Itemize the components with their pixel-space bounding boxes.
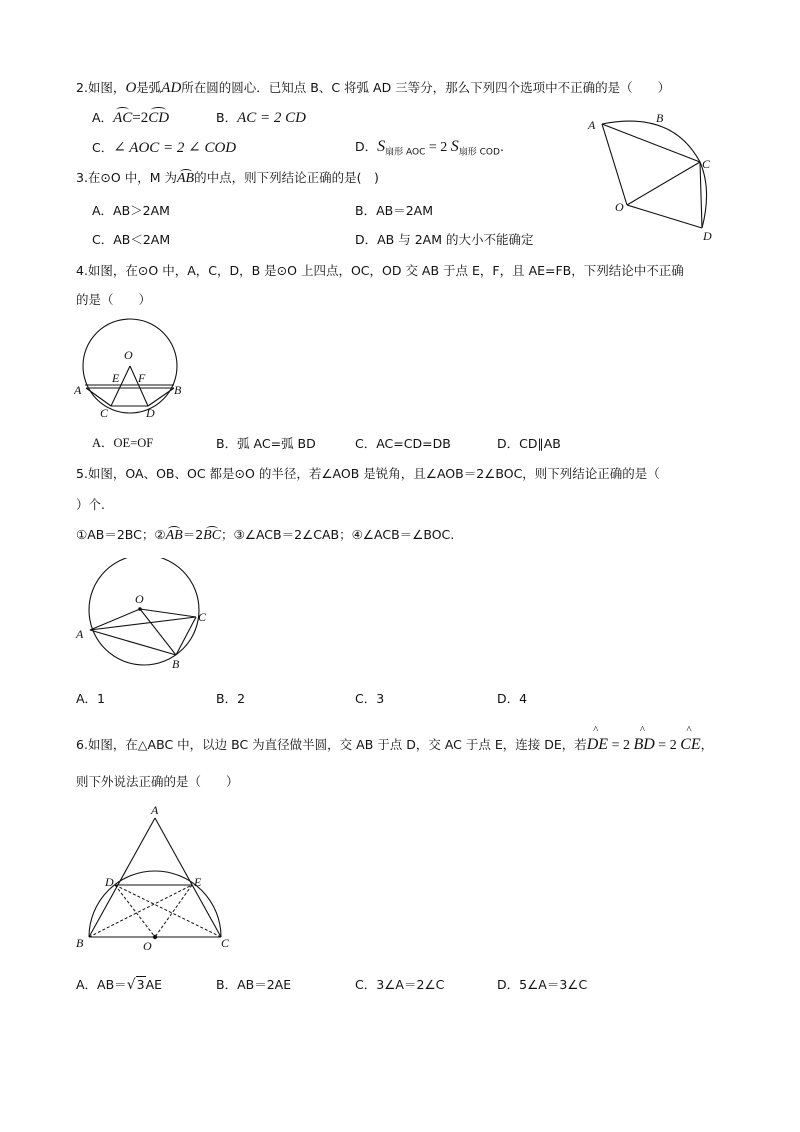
q2-label-b: B bbox=[656, 111, 664, 125]
q5-stem-line1: 5.如图，OA、OB、OC 都是⊙O 的半径，若∠AOB 是锐角，且∠AOB＝2∠BOC，则下列结论正确的是（ bbox=[76, 466, 660, 481]
q6-center-dot bbox=[153, 935, 157, 939]
q6-a-sqrt: 3 bbox=[136, 977, 145, 992]
q2-a-arc-ac: AC bbox=[113, 110, 133, 126]
q3-text-after: 的中点，则下列结论正确的是( ) bbox=[194, 170, 379, 185]
q2-label-a: A bbox=[588, 118, 596, 132]
q2-label-c: C bbox=[702, 157, 711, 171]
q2-arc-ad: AD bbox=[161, 80, 182, 96]
q5-s1: ①AB＝2BC；② bbox=[76, 527, 166, 542]
q6-line1-text: 6.如图，在△ABC 中，以边 BC 为直径做半圆，交 AB 于点 D，交 AC 于点 E，连接 DE，若 bbox=[76, 737, 587, 752]
q5-statements bbox=[76, 527, 454, 545]
q3-option-d: D．AB 与 2AM 的大小不能确定 bbox=[355, 232, 534, 247]
q2-b-label: B． bbox=[216, 110, 238, 125]
q4-figure bbox=[74, 318, 186, 428]
q5-option-a: A．1 bbox=[76, 691, 106, 706]
q6-label-e: E bbox=[194, 875, 202, 889]
q2-d-s2: S bbox=[450, 138, 459, 155]
q6-option-a: A．AB＝√3AE bbox=[76, 977, 163, 993]
q6-arc-bd: ^ BD bbox=[633, 735, 654, 754]
q5-center-dot bbox=[138, 607, 142, 611]
q3-arc-ab: AB bbox=[176, 171, 195, 186]
q4-label-f: F bbox=[138, 371, 146, 385]
q4-stem-line2: 的是（ ） bbox=[76, 292, 152, 307]
q6-option-d: D．5∠A＝3∠C bbox=[497, 977, 588, 992]
q2-line-oc bbox=[627, 162, 700, 205]
q2-d-eq: = 2 bbox=[425, 140, 451, 155]
q2-line-ac bbox=[602, 124, 700, 162]
q5-label-a: A bbox=[76, 627, 84, 641]
q6-a-pre: A．AB＝ bbox=[76, 977, 127, 992]
q6-dash-dc bbox=[115, 885, 221, 937]
q2-mid: 是弧 bbox=[136, 80, 162, 95]
q2-a-eq: =2 bbox=[132, 110, 149, 126]
q2-prefix: 2.如图， bbox=[76, 80, 126, 95]
q5-arc-bc: BC bbox=[203, 528, 222, 543]
q5-line-ab bbox=[90, 630, 176, 655]
q6-option-c: C．3∠A＝2∠C bbox=[355, 977, 445, 992]
q2-option-a bbox=[92, 109, 169, 127]
q2-text: 所在圆的圆心．已知点 B、C 将弧 AD 三等分，那么下列四个选项中不正确的是（ ） bbox=[181, 80, 671, 95]
q6-label-d: D bbox=[105, 875, 114, 889]
q2-b-text: AC = 2 CD bbox=[237, 110, 306, 126]
q6-line-ac bbox=[155, 818, 221, 937]
q4-label-c: C bbox=[100, 406, 109, 420]
q5-stem-line2: ）个. bbox=[76, 497, 105, 512]
q5-line-ob bbox=[140, 609, 176, 655]
q4-option-b: B．弧 AC=弧 BD bbox=[216, 436, 316, 451]
q4-option-d: D．CD∥AB bbox=[497, 436, 561, 451]
q6-dash-do bbox=[115, 885, 155, 937]
q6-end: ， bbox=[700, 737, 714, 752]
q6-a-post: AE bbox=[145, 977, 163, 992]
q2-figure bbox=[582, 110, 722, 245]
q4-stem-line1: 4.如图，在⊙O 中，A，C，D，B 是⊙O 上四点，OC，OD 交 AB 于点 E，F，且 AE=FB，下列结论中不正确 bbox=[76, 263, 684, 278]
q6-figure bbox=[72, 802, 242, 952]
q2-d-sub1: 扇形 AOC bbox=[385, 147, 426, 158]
q2-d-end: . bbox=[499, 139, 504, 154]
q4-label-a: A bbox=[74, 383, 82, 397]
q4-label-e: E bbox=[112, 371, 120, 385]
q5-figure bbox=[72, 558, 222, 670]
q2-a-label: A． bbox=[92, 110, 114, 125]
q5-line-oc bbox=[140, 609, 196, 617]
q5-option-b: B．2 bbox=[216, 691, 246, 706]
q5-s2: ；③∠ACB＝2∠CAB；④∠ACB＝∠BOC. bbox=[221, 527, 455, 542]
q2-label-d: D bbox=[703, 229, 712, 243]
q4-chord-ac bbox=[86, 388, 111, 406]
q4-chord-db bbox=[148, 388, 174, 406]
q6-eq1: = 2 bbox=[608, 738, 634, 753]
q6-eq2: = 2 bbox=[654, 738, 681, 753]
q5-label-c: C bbox=[198, 610, 207, 624]
q2-point-o: O bbox=[125, 80, 137, 96]
q4-option-a: A．OE=OF bbox=[92, 436, 154, 450]
q2-stem bbox=[76, 79, 670, 97]
q6-line-ab bbox=[89, 818, 155, 937]
q5-s-mid: ＝2 bbox=[182, 527, 204, 542]
q6-option-b: B．AB＝2AE bbox=[216, 977, 292, 992]
q6-label-c: C bbox=[221, 936, 230, 950]
q4-label-o: O bbox=[124, 348, 133, 362]
q2-d-label: D． bbox=[355, 139, 378, 154]
q3-text-before: 3.在⊙O 中，M 为 bbox=[76, 170, 177, 185]
q4-label-d: D bbox=[146, 406, 155, 420]
q6-label-b: B bbox=[76, 936, 84, 950]
q3-option-b: B．AB＝2AM bbox=[355, 203, 433, 218]
q5-arc-ab: AB bbox=[165, 528, 183, 543]
q6-stem-line1 bbox=[76, 735, 713, 755]
q6-arc-ce: ^ CE bbox=[680, 735, 700, 754]
q3-option-c: C．AB＜2AM bbox=[92, 232, 171, 247]
q3-stem bbox=[76, 170, 379, 188]
q2-option-c bbox=[92, 139, 236, 157]
q2-line-cd bbox=[700, 162, 702, 228]
q4-option-c: C．AC=CD=DB bbox=[355, 436, 451, 451]
q2-c-label: C． bbox=[92, 140, 114, 155]
q5-option-d: D．4 bbox=[497, 691, 528, 706]
q2-option-b bbox=[216, 109, 306, 127]
q3-option-a: A．AB＞2AM bbox=[92, 203, 170, 218]
q5-label-o: O bbox=[135, 592, 144, 606]
q2-label-o: O bbox=[615, 200, 624, 214]
q2-option-d bbox=[355, 137, 504, 158]
q6-stem-line2: 则下外说法正确的是（ ） bbox=[76, 774, 239, 789]
q5-label-b: B bbox=[172, 657, 180, 670]
q2-d-s1: S bbox=[377, 138, 386, 155]
q5-circle bbox=[89, 558, 199, 665]
q2-c-text: ∠ AOC = 2 ∠ COD bbox=[113, 140, 237, 156]
q2-d-sub2: 扇形 COD bbox=[458, 147, 500, 158]
q2-line-ao bbox=[602, 124, 627, 205]
q5-option-c: C．3 bbox=[355, 691, 385, 706]
q6-dash-be bbox=[89, 885, 192, 937]
q4-label-b: B bbox=[174, 383, 182, 397]
q6-dash-eo bbox=[155, 885, 192, 937]
q2-a-arc-cd: CD bbox=[148, 110, 170, 126]
q6-label-o: O bbox=[143, 939, 152, 952]
q6-label-a: A bbox=[151, 803, 159, 817]
q6-arc-de: ^ DE bbox=[587, 735, 608, 754]
q2-line-od bbox=[627, 205, 702, 228]
